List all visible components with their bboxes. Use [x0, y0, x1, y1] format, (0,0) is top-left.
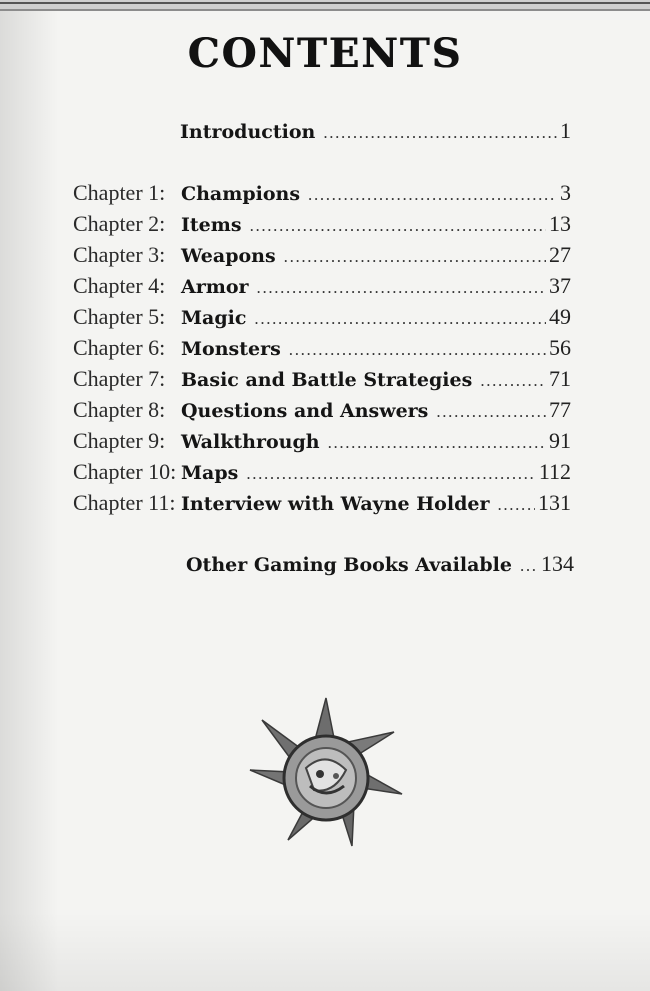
dot-leader	[497, 492, 535, 518]
toc-page-number: 131	[538, 490, 571, 515]
dot-leader	[289, 337, 546, 363]
toc-entry-title: Walkthrough	[181, 431, 320, 453]
toc-entry-chapter-7	[73, 366, 571, 394]
toc-page-number: 13	[549, 211, 571, 236]
toc-entry-title: Monsters	[181, 338, 281, 360]
toc-entry-chapter-11	[73, 490, 571, 518]
chapter-label: Chapter 11:	[73, 490, 176, 515]
dot-leader	[436, 399, 546, 425]
toc-page-number: 49	[549, 304, 571, 329]
dot-leader	[257, 275, 546, 301]
chapter-label: Chapter 1:	[73, 180, 166, 205]
chapter-label: Chapter 10:	[73, 459, 177, 484]
toc-entry-chapter-1	[73, 180, 571, 208]
toc-entry-chapter-3	[73, 242, 571, 270]
toc-entry-chapter-5	[73, 304, 571, 332]
toc-page-number: 27	[549, 242, 571, 267]
dot-leader	[250, 213, 546, 239]
dot-leader	[323, 120, 557, 146]
dot-leader	[520, 553, 538, 579]
toc-entry-title: Armor	[181, 276, 249, 298]
toc-entry-title: Other Gaming Books Available	[186, 554, 512, 576]
toc-entry-introduction	[180, 118, 571, 146]
toc-entry-chapter-8	[73, 397, 571, 425]
toc-entry-title: Basic and Battle Strategies	[181, 369, 473, 391]
toc-entry-other-books	[186, 551, 574, 579]
toc-entry-chapter-9	[73, 428, 571, 456]
toc-entry-chapter-2	[73, 211, 571, 239]
chapter-label: Chapter 2:	[73, 211, 166, 236]
toc-page-number: 3	[560, 180, 571, 205]
toc-entry-chapter-4	[73, 273, 571, 301]
page-title: CONTENTS	[187, 30, 463, 77]
toc-entry-title: Champions	[181, 183, 301, 205]
chapter-label: Chapter 9:	[73, 428, 166, 453]
toc-page-number: 134	[541, 551, 574, 576]
spiked-shield-emblem-icon	[244, 690, 404, 850]
toc-entry-title: Introduction	[180, 121, 316, 143]
dot-leader	[480, 368, 546, 394]
toc-page-number: 91	[549, 428, 571, 453]
dot-leader	[254, 306, 546, 332]
top-border-rule	[0, 0, 650, 11]
chapter-label: Chapter 7:	[73, 366, 166, 391]
toc-page-number: 56	[549, 335, 571, 360]
dot-leader	[284, 244, 546, 270]
toc-entry-title: Interview with Wayne Holder	[181, 493, 490, 515]
toc-entry-title: Items	[181, 214, 242, 236]
dot-leader	[308, 182, 557, 208]
chapter-label: Chapter 6:	[73, 335, 166, 360]
toc-page-number: 71	[549, 366, 571, 391]
toc-entry-title: Questions and Answers	[181, 400, 429, 422]
chapter-label: Chapter 3:	[73, 242, 166, 267]
chapter-label: Chapter 4:	[73, 273, 166, 298]
toc-entry-title: Weapons	[181, 245, 276, 267]
toc-page-number: 112	[538, 459, 571, 484]
toc-entry-chapter-10	[73, 459, 571, 487]
toc-page-number: 77	[549, 397, 571, 422]
chapter-label: Chapter 8:	[73, 397, 166, 422]
toc-entry-chapter-6	[73, 335, 571, 363]
toc-page-number: 1	[560, 118, 571, 143]
dot-leader	[246, 461, 535, 487]
toc-entry-title: Maps	[181, 462, 239, 484]
dot-leader	[328, 430, 546, 456]
toc-entry-title: Magic	[181, 307, 247, 329]
toc-page-number: 37	[549, 273, 571, 298]
chapter-label: Chapter 5:	[73, 304, 166, 329]
